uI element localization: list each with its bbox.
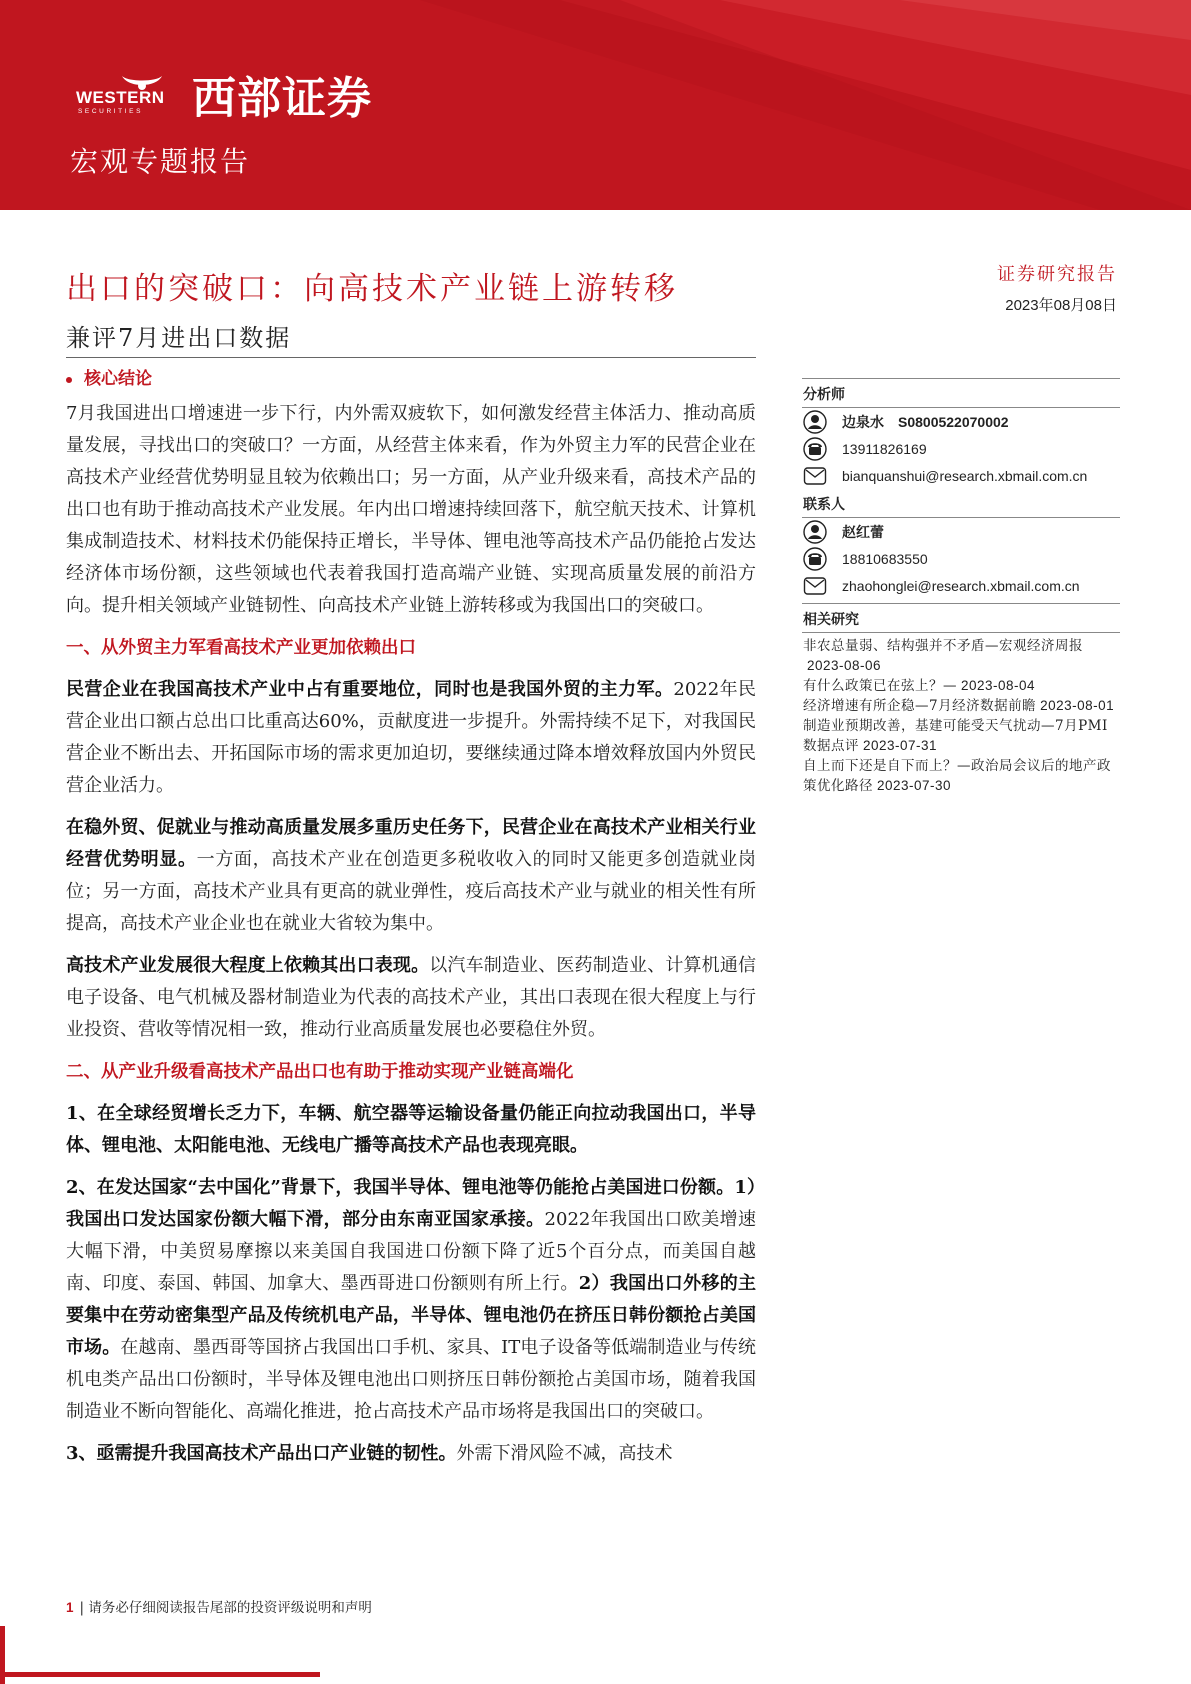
analyst-phone-row [802, 435, 1120, 462]
contact-phone-row [802, 545, 1120, 572]
section-2-paragraph-2 [66, 1172, 756, 1428]
logo-en-text: WESTERN [76, 88, 165, 107]
core-heading-text: 核心结论 [84, 369, 152, 389]
page-number: 1 [66, 1600, 74, 1615]
sidebar [802, 378, 1120, 796]
bold-lead: 在稳外贸、促就业与推动高质量发展多重历史任务下，民营企业在高技术产业相关行业经营优势明显。 [66, 817, 756, 870]
related-research-label: 相关研究 [803, 612, 859, 628]
analyst-email-row [802, 462, 1120, 489]
section-2-heading: 二、从产业升级看高技术产品出口也有助于推动实现产业链高端化 [66, 1062, 574, 1082]
company-logo [72, 62, 372, 126]
report-date: 2023年08月08日 [1005, 297, 1117, 314]
analyst-name-text: 边泉水 [842, 414, 884, 431]
paragraph-text: 2022年我国出口欧美增速大幅下滑，中美贸易摩擦以来美国自我国进口份额下降了近5个百分点，而美国自越南、印度、泰国、韩国、加拿大、墨西哥进口份额则有所上行。 [66, 1209, 757, 1294]
report-type: 宏观专题报告 [70, 145, 251, 178]
section-2-paragraph-1 [66, 1098, 756, 1162]
bold-lead: 3、亟需提升我国高技术产品出口产业链的韧性。 [66, 1443, 457, 1464]
bold-lead: 1、在全球经贸增长乏力下，车辆、航空器等运输设备量仍能正向拉动我国出口，半导体、锂电池、太阳能电池、无线电广播等高技术产品也表现亮眼。 [66, 1103, 756, 1156]
related-research-item[interactable] [802, 696, 1120, 716]
contact-name: 赵红蕾 [842, 524, 884, 541]
email-icon [802, 574, 828, 598]
bold-lead: 民营企业在我国高技术产业中占有重要地位，同时也是我国外贸的主力军。 [66, 679, 674, 700]
phone-icon [802, 547, 828, 571]
analyst-license-code: S0800522070002 [898, 413, 1009, 430]
email-icon [802, 464, 828, 488]
research-date: 2023-08-06 [807, 658, 882, 673]
research-date: 2023-07-30 [877, 778, 952, 793]
logo-en-subtext: SECURITIES [78, 108, 144, 115]
analyst-label: 分析师 [803, 387, 845, 403]
main-content [66, 398, 756, 1480]
related-research-list [802, 633, 1120, 796]
section-2-paragraph-3 [66, 1438, 756, 1470]
related-research-item[interactable] [802, 716, 1120, 756]
bold-lead: 2）我国出口外移的主要集中在劳动密集型产品及传统机电产品，半导体、锂电池仍在挤压日韩份额抢占美国市场。 [66, 1273, 757, 1358]
research-title: 经济增速有所企稳—7月经济数据前瞻 [803, 698, 1037, 714]
paragraph-text: 一方面，高技术产业在创造更多税收收入的同时又能更多创造就业岗位；另一方面，高技术产业具有更高的就业弹性，疫后高技术产业与就业的相关性有所提高，高技术产业企业也在就业大省较为集中。 [66, 849, 757, 934]
research-date: 2023-08-04 [961, 678, 1036, 693]
section-1-heading: 一、从外贸主力军看高技术产业更加依赖出口 [66, 638, 416, 658]
related-research-item[interactable] [802, 676, 1120, 696]
title-divider [66, 357, 756, 358]
report-category: 证券研究报告 [997, 264, 1117, 285]
western-logo-mark [72, 70, 172, 118]
phone-icon [802, 437, 828, 461]
page-subtitle: 兼评7月进出口数据 [66, 324, 292, 352]
analyst-phone: 13911826169 [842, 440, 927, 457]
paragraph-text: 2022年民营企业出口额占总出口比重高达60%，贡献度进一步提升。外需持续不足下，对我国民营企业不断出去、开拓国际市场的需求更加迫切，要继续通过降本增效释放国内外贸民营企业活力。 [66, 679, 756, 796]
related-research-item[interactable] [802, 636, 1120, 676]
analyst-email[interactable]: bianquanshui@research.xbmail.com.cn [842, 467, 1088, 484]
research-title: 有什么政策已在弦上？— [803, 678, 957, 694]
contact-name-row [802, 518, 1120, 545]
logo-cn-text: 西部证券 [192, 73, 372, 124]
related-research-item[interactable] [802, 756, 1120, 796]
contact-label: 联系人 [803, 497, 845, 513]
research-title: 自上而下还是自下而上？—政治局会议后的地产政策优化路径 [803, 758, 1111, 794]
contact-phone: 18810683550 [842, 550, 928, 567]
person-icon [802, 520, 828, 544]
section-1-paragraph-1 [66, 674, 756, 802]
summary-paragraph: 7月我国进出口增速进一步下行，内外需双疲软下，如何激发经营主体活力、推动高质量发展，寻找出口的突破口？一方面，从经营主体来看，作为外贸主力军的民营企业在高技术产业经营优势明显且较为依赖出口；另一方面，从产业升级来看，高技术产品的出口也有助于推动高技术产业发展。年内出口增速持续回落下，航空航天技术、计算机集成制造技术、材料技术仍能保持正增长，半导体、锂电池等高技术产品仍能抢占发达经济体市场份额，这些领域也代表着我国打造高端产业链、实现高质量发展的前沿方向。提升相关领域产业链韧性、向高技术产业链上游转移或为我国出口的突破口。 [66, 403, 756, 616]
corner-accent-horizontal [0, 1672, 320, 1677]
bold-lead: 2、在发达国家“去中国化”背景下，我国半导体、锂电池等仍能抢占美国进口份额。1）我国出口发达国家份额大幅下滑，部分由东南亚国家承接。 [66, 1177, 756, 1230]
paragraph-text: 以汽车制造业、医药制造业、计算机通信电子设备、电气机械及器材制造业为代表的高技术产业，其出口表现在很大程度上与行业投资、营收等情况相一致，推动行业高质量发展也必要稳住外贸。 [66, 955, 757, 1040]
bold-lead: 高技术产业发展很大程度上依赖其出口表现。 [66, 955, 430, 976]
page-title: 出口的突破口：向高技术产业链上游转移 [66, 271, 678, 307]
research-title: 制造业预期改善，基建可能受天气扰动—7月PMI数据点评 [803, 718, 1108, 754]
research-date: 2023-07-31 [863, 738, 938, 753]
section-1-paragraph-2 [66, 812, 756, 940]
contact-email[interactable]: zhaohonglei@research.xbmail.com.cn [842, 577, 1080, 594]
header-banner [0, 0, 1191, 210]
contact-email-row [802, 572, 1120, 599]
analyst-name-row [802, 408, 1120, 435]
research-date: 2023-08-01 [1040, 698, 1115, 713]
bullet-dot-icon [66, 377, 72, 383]
section-1-paragraph-3 [66, 950, 756, 1046]
page-footer [66, 1596, 372, 1616]
footer-disclaimer: | 请务必仔细阅读报告尾部的投资评级说明和声明 [79, 1600, 372, 1616]
paragraph-text: 在越南、墨西哥等国挤占我国出口手机、家具、IT电子设备等低端制造业与传统机电类产品出口份额时，半导体及锂电池出口则挤压日韩份额抢占美国市场，随着我国制造业不断向智能化、高端化推进，抢占高技术产品市场将是我国出口的突破口。 [66, 1337, 756, 1422]
person-icon [802, 410, 828, 434]
core-conclusion-heading [66, 364, 152, 389]
paragraph-text: 外需下滑风险不减，高技术 [456, 1443, 673, 1464]
analyst-name [842, 412, 1009, 432]
research-title: 非农总量弱、结构强并不矛盾—宏观经济周报 [803, 638, 1083, 654]
